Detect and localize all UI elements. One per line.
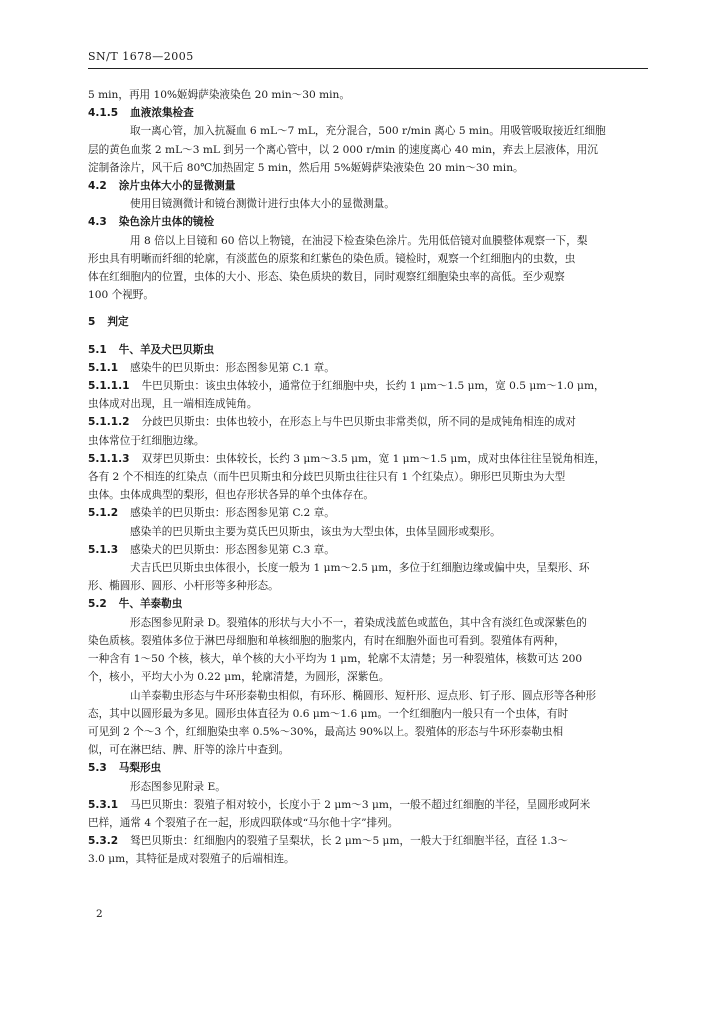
clause-number: 5.1.2 bbox=[88, 507, 119, 520]
section-heading bbox=[88, 313, 640, 331]
section-heading bbox=[88, 177, 640, 195]
section-title: 牛、羊及犬巴贝斯虫 bbox=[118, 343, 215, 356]
section-heading bbox=[88, 759, 640, 777]
text-line: 染色质核。裂殖体多位于淋巴母细胞和单核细胞的胞浆内，有时在细胞外面也可看到。裂殖体有两种， bbox=[88, 634, 565, 647]
text-line: 使用目镜测微计和镜台测微计进行虫体大小的显微测量。 bbox=[130, 198, 395, 211]
section-number: 4.3 bbox=[88, 216, 107, 229]
clause-number: 5.1.1.1 bbox=[88, 380, 130, 393]
text-line: 可见到 2 个～3 个，红细胞染虫率 0.5%～30%，最高达 90%以上。裂殖体的形态与牛环形泰勒虫相 bbox=[88, 725, 564, 738]
text-line: 5 min，再用 10%姬姆萨染液染色 20 min～30 min。 bbox=[88, 89, 350, 101]
text-line: 虫体成对出现，且一端相连成钝角。 bbox=[88, 398, 258, 411]
text-line: 巴样，通常 4 个裂殖子在一起，形成四联体或“马尔他十字”排列。 bbox=[88, 816, 399, 829]
clause-line bbox=[88, 413, 640, 431]
text-line: 虫体。虫体成典型的梨形，但也存形状各异的单个虫体存在。 bbox=[88, 489, 375, 502]
section-heading bbox=[88, 341, 640, 359]
section-number: 5 bbox=[88, 316, 96, 329]
text-line: 感染羊的巴贝斯虫主要为莫氏巴贝斯虫，该虫为大型虫体，虫体呈圆形或梨形。 bbox=[130, 525, 501, 538]
clause-number: 5.1.1 bbox=[88, 361, 119, 374]
section-title: 涂片虫体大小的显微测量 bbox=[118, 180, 236, 193]
text-line: 虫体常位于红细胞边缘。 bbox=[88, 434, 205, 447]
text-line: 形、椭圆形、圆形、小杆形等多种形态。 bbox=[88, 580, 279, 593]
text-line: 犬吉氏巴贝斯虫虫体很小，长度一般为 1 μm～2.5 μm，多位于红细胞边缘或偏中央，呈梨形、环 bbox=[130, 562, 590, 575]
clause-line bbox=[88, 504, 640, 522]
text-line: 用 8 倍以上目镜和 60 倍以上物镜，在油浸下检查染色涂片。先用低倍镜对血膜整体观察一下，梨 bbox=[130, 234, 588, 247]
clause-text: 感染牛的巴贝斯虫：形态图参见第 C.1 章。 bbox=[130, 361, 335, 374]
text-line: 体在红细胞内的位置，虫体的大小、形态、染色质块的数目，同时观察红细胞染虫率的高低。至少观察 bbox=[88, 271, 565, 284]
text-line: 100 个视野。 bbox=[88, 289, 154, 302]
section-title: 血液浓集检查 bbox=[130, 107, 194, 120]
text-line: 3.0 μm，其特征是成对裂殖子的后端相连。 bbox=[88, 853, 295, 866]
clause-number: 5.3.1 bbox=[88, 798, 119, 811]
section-heading bbox=[88, 104, 640, 122]
clause-line bbox=[88, 796, 640, 814]
text-line: 似，可在淋巴结、脾、肝等的涂片中查到。 bbox=[88, 744, 290, 757]
spacer bbox=[88, 304, 640, 313]
document-body bbox=[88, 86, 640, 869]
clause-line bbox=[88, 832, 640, 850]
spacer bbox=[88, 332, 640, 341]
page-number: 2 bbox=[96, 908, 103, 920]
clause-line bbox=[88, 541, 640, 559]
section-number: 5.2 bbox=[88, 598, 107, 611]
section-number: 4.2 bbox=[88, 180, 107, 193]
text-line: 山羊泰勒虫形态与牛环形泰勒虫相似，有环形、椭圆形、短杆形、逗点形、钉子形、圆点形等各种形 bbox=[130, 689, 597, 702]
clause-text: 双芽巴贝斯虫：虫体较长，长约 3 μm～3.5 μm，宽 1 μm～1.5 μm，成对虫体往往呈锐角相连， bbox=[141, 452, 606, 465]
text-line: 取一离心管，加入抗凝血 6 mL～7 mL，充分混合，500 r/min 离心 5 min。用吸管吸取接近红细胞 bbox=[130, 125, 606, 138]
section-number: 5.3 bbox=[88, 762, 107, 775]
clause-line bbox=[88, 450, 640, 468]
clause-text: 感染犬的巴贝斯虫：形态图参见第 C.3 章。 bbox=[130, 543, 335, 556]
header-rule bbox=[88, 68, 648, 69]
section-title: 判定 bbox=[107, 316, 129, 329]
section-number: 5.1 bbox=[88, 343, 107, 356]
text-line: 一种含有 1～50 个核，核大，单个核的大小平均为 1 μm，轮廓不太清楚；另一种裂殖体，核数可达 200 bbox=[88, 653, 583, 666]
clause-number: 5.3.2 bbox=[88, 835, 119, 848]
text-line: 态，其中以圆形最为多见。圆形虫体直径为 0.6 μm～1.6 μm。一个红细胞内一般只有一个虫体，有时 bbox=[88, 707, 569, 720]
clause-text: 牛巴贝斯虫：该虫虫体较小，通常位于红细胞中央，长约 1 μm～1.5 μm，宽 0.5 μm～1.0 μm， bbox=[141, 380, 605, 393]
text-line: 形虫具有明晰而纤细的轮廓，有淡蓝色的原浆和红紫色的染色质。镜检时，观察一个红细胞内的虫数，虫 bbox=[88, 252, 576, 265]
section-title: 牛、羊泰勒虫 bbox=[118, 598, 183, 611]
text-line: 层的黄色血浆 2 mL～3 mL 到另一个离心管中，以 2 000 r/min 的速度离心 40 min，弃去上层液体，用沉 bbox=[88, 143, 598, 156]
clause-text: 感染羊的巴贝斯虫：形态图参见第 C.2 章。 bbox=[130, 507, 335, 520]
standard-code: SN/T 1678—2005 bbox=[88, 50, 194, 63]
text-line: 形态图参见附录 D。裂殖体的形状与大小不一，着染成浅蓝色或蓝色，其中含有淡红色或深紫色的 bbox=[130, 616, 587, 629]
clause-number: 5.1.1.2 bbox=[88, 416, 130, 429]
text-line: 淀制备涂片，风干后 80℃加热固定 5 min，然后用 5%姬姆萨染液染色 20 min～30 min。 bbox=[88, 161, 524, 174]
section-title: 马梨形虫 bbox=[118, 762, 162, 775]
clause-text: 分歧巴贝斯虫：虫体也较小，在形态上与牛巴贝斯虫非常类似，所不同的是成钝角相连的成对 bbox=[141, 416, 576, 429]
section-heading bbox=[88, 213, 640, 231]
text-line: 个，核小，平均大小为 0.22 μm，轮廓清楚，为圆形，深紫色。 bbox=[88, 671, 390, 684]
section-heading bbox=[88, 595, 640, 613]
clause-line bbox=[88, 377, 640, 395]
clause-number: 5.1.1.3 bbox=[88, 452, 130, 465]
text-line: 形态图参见附录 E。 bbox=[130, 780, 226, 793]
text-line: 各有 2 个不相连的红染点（而牛巴贝斯虫和分歧巴贝斯虫往往只有 1 个红染点）。卵形巴贝斯虫为大型 bbox=[88, 471, 566, 484]
clause-line bbox=[88, 359, 640, 377]
section-title: 染色涂片虫体的镜检 bbox=[118, 216, 215, 229]
section-number: 4.1.5 bbox=[88, 107, 119, 120]
clause-text: 驽巴贝斯虫：红细胞内的裂殖子呈梨状，长 2 μm～5 μm，一般大于红细胞半径，直径 1.3～ bbox=[130, 835, 569, 848]
clause-text: 马巴贝斯虫：裂殖子相对较小，长度小于 2 μm～3 μm，一般不超过红细胞的半径，呈圆形或阿米 bbox=[130, 798, 591, 811]
clause-number: 5.1.3 bbox=[88, 543, 119, 556]
